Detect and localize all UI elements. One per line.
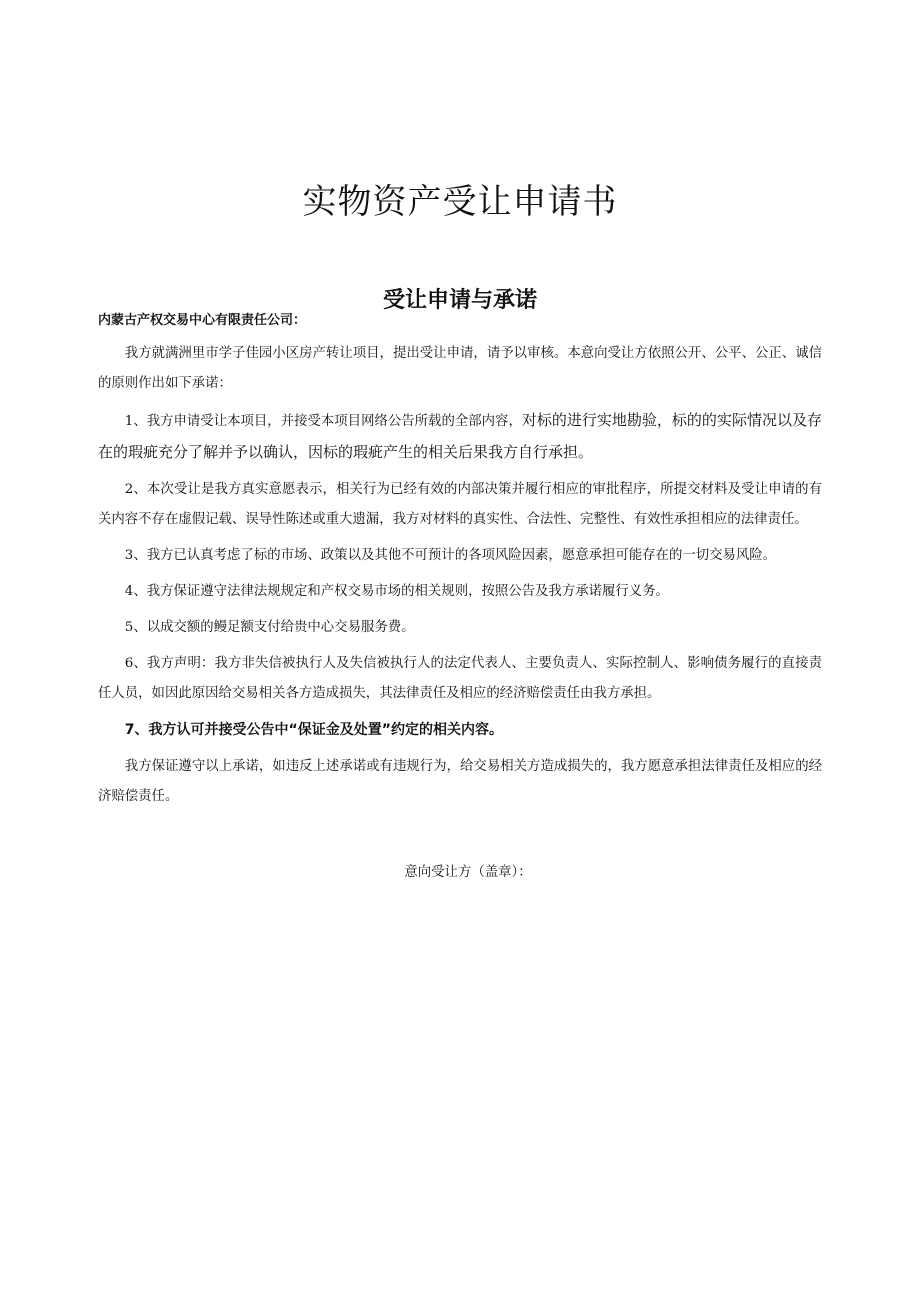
- signature-line: 意向受让方（盖章）：: [404, 865, 532, 880]
- commitment-item-3: 3、我方已认真考虑了标的市场、政策以及其他不可预计的各项风险因素，愿意承担可能存在的一切交易风险。: [124, 548, 777, 563]
- intro-paragraph: 我方就满洲里市学子佳园小区房产转让项目，提出受让申请，请予以审核。本意向受让方依照公开、公平、公正、诚信的原则作出如下承诺：: [98, 346, 822, 391]
- closing-paragraph: 我方保证遵守以上承诺，如违反上述承诺或有违规行为，给交易相关方造成损失的，我方愿意承担法律责任及相应的经济赔偿责任。: [98, 759, 822, 804]
- commitment-item-1-emphasis: 对标的进行实地勘验，标的的实际情况以及存在的瑕疵充分了解并予以确认，因标的瑕疵产生的相关后果我方自行承担。: [98, 411, 822, 461]
- document-body: [98, 306, 822, 818]
- commitment-item-1-text: 1、我方申请受让本项目，并接受本项目网络公告所载的全部内容，: [124, 414, 522, 429]
- commitment-item-2: 2、本次受让是我方真实意愿表示，相关行为已经有效的内部决策并履行相应的审批程序，所提交材料及受让申请的有关内容不存在虚假记载、误导性陈述或重大遗漏，我方对材料的真实性、合法性、完整性、有效性承担相应的法律责任。: [98, 482, 822, 527]
- commitment-item-1: [98, 405, 822, 469]
- commitment-item-5: 5、以成交额的鳗足额支付给贵中心交易服务费。: [124, 620, 415, 635]
- section-title: 受让申请与承诺: [382, 288, 537, 314]
- addressee: 内蒙古产权交易中心有限责任公司：: [98, 313, 307, 328]
- document-title: 实物资产受让申请书: [302, 181, 618, 222]
- commitment-item-7-text: 7、我方认可并接受公告中“保证金及处置”约定的相关内容。: [124, 722, 503, 738]
- commitment-item-4: 4、我方保证遵守法律法规规定和产权交易市场的相关规则，按照公告及我方承诺履行义务。: [124, 584, 669, 599]
- commitment-item-6: 6、我方声明：我方非失信被执行人及失信被执行人的法定代表人、主要负责人、实际控制人、影响债务履行的直接责任人员，如因此原因给交易相关各方造成损失，其法律责任及相应的经济赔偿责任由我方承担。: [98, 656, 822, 701]
- commitment-item-7: [98, 715, 822, 746]
